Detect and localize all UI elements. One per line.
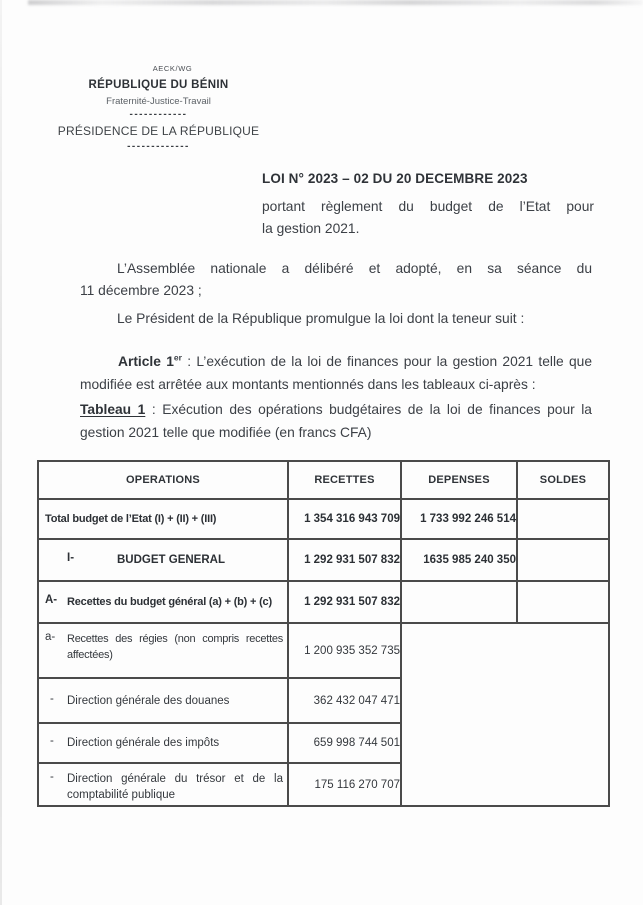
letterhead-motto: Fraternité-Justice-Travail bbox=[106, 96, 211, 107]
row-prefix: - bbox=[50, 735, 54, 747]
recettes-value: 1 354 316 943 709 bbox=[288, 499, 401, 539]
paragraph-article-1 bbox=[80, 350, 592, 396]
recettes-value: 1 292 931 507 832 bbox=[288, 581, 401, 623]
operations-cell bbox=[38, 678, 288, 723]
depenses-cell-empty bbox=[401, 581, 517, 623]
scan-smudge-artifact bbox=[28, 0, 643, 5]
column-header-soldes: SOLDES bbox=[517, 461, 609, 499]
soldes-cell-empty bbox=[517, 499, 609, 539]
table-row bbox=[38, 499, 609, 539]
paragraph-line bbox=[80, 350, 592, 373]
row-label: Direction générale du trésor et de la comptabilité publique bbox=[67, 773, 283, 801]
letterhead-separator: ------------- bbox=[127, 141, 190, 152]
row-prefix: - bbox=[50, 771, 54, 783]
column-header-operations: OPERATIONS bbox=[38, 461, 288, 499]
article-ordinal: er bbox=[173, 352, 182, 363]
operations-cell bbox=[38, 581, 288, 623]
recettes-value: 659 998 744 501 bbox=[288, 723, 401, 763]
operations-cell bbox=[38, 763, 288, 806]
table-header-row bbox=[38, 461, 609, 499]
recettes-value: 175 116 270 707 bbox=[288, 763, 401, 806]
paragraph-line: gestion 2021 telle que modifiée (en francs CFA) bbox=[80, 425, 372, 440]
table-row bbox=[38, 539, 609, 581]
paragraph-president: Le Président de la République promulgue la loi dont la teneur suit : bbox=[117, 311, 525, 326]
letterhead-reference: AECK/WG bbox=[152, 64, 193, 73]
depenses-value: 1635 985 240 350 bbox=[401, 539, 517, 581]
row-label: Total budget de l’Etat (I) + (II) + (III) bbox=[45, 513, 217, 525]
operations-cell bbox=[38, 623, 288, 678]
tableau-text: : Exécution des opérations budgétaires de la loi de finances pour la bbox=[145, 402, 592, 417]
law-number: LOI N° 2023 – 02 DU 20 DECEMBRE 2023 bbox=[262, 171, 528, 186]
merged-empty-region bbox=[401, 623, 609, 806]
operations-cell bbox=[38, 539, 288, 581]
tableau-label: Tableau 1 bbox=[80, 402, 146, 417]
budget-execution-table bbox=[37, 460, 610, 807]
law-subject-line2: la gestion 2021. bbox=[262, 221, 360, 236]
paragraph-line bbox=[80, 398, 592, 421]
table-row bbox=[38, 581, 609, 623]
table-row bbox=[38, 623, 609, 678]
operations-cell bbox=[38, 723, 288, 763]
soldes-cell-empty bbox=[517, 581, 609, 623]
column-header-depenses: DEPENSES bbox=[401, 461, 517, 499]
row-label: Recettes des régies (non compris recettes affectées) bbox=[67, 633, 283, 661]
law-title-block bbox=[262, 170, 594, 240]
article-text: : L’exécution de la loi de finances pour la gestion 2021 telle que bbox=[181, 354, 592, 369]
letterhead-separator: ------------ bbox=[129, 109, 188, 120]
paragraph-line: L’Assemblée nationale a délibéré et adopté, en sa séance du bbox=[117, 261, 592, 276]
column-header-recettes: RECETTES bbox=[288, 461, 401, 499]
row-label: Direction générale des impôts bbox=[67, 737, 220, 749]
recettes-value: 1 200 935 352 735 bbox=[288, 623, 401, 678]
soldes-cell-empty bbox=[517, 539, 609, 581]
paragraph-tableau-1 bbox=[80, 398, 592, 444]
page-left-edge bbox=[0, 0, 2, 905]
recettes-value: 1 292 931 507 832 bbox=[288, 539, 401, 581]
paragraph-assemblee bbox=[80, 258, 592, 302]
recettes-value: 362 432 047 471 bbox=[288, 678, 401, 723]
letterhead-office: PRÉSIDENCE DE LA RÉPUBLIQUE bbox=[57, 124, 260, 138]
operations-cell bbox=[38, 499, 288, 539]
letterhead bbox=[56, 64, 261, 152]
paragraph-line: 11 décembre 2023 ; bbox=[80, 283, 202, 298]
paragraph-line: modifiée est arrêtée aux montants mentionnés dans les tableaux ci-après : bbox=[80, 377, 536, 392]
row-prefix: a- bbox=[45, 631, 56, 643]
row-prefix: - bbox=[50, 692, 54, 705]
depenses-value: 1 733 992 246 514 bbox=[401, 499, 517, 539]
row-label: BUDGET GENERAL bbox=[117, 554, 225, 566]
row-label: Recettes du budget général (a) + (b) + (c) bbox=[67, 596, 272, 608]
row-label: Direction générale des douanes bbox=[67, 694, 230, 707]
law-subject-line1: portant règlement du budget de l’Etat pour bbox=[262, 199, 594, 214]
row-prefix: I- bbox=[67, 552, 75, 564]
letterhead-country: RÉPUBLIQUE DU BÉNIN bbox=[88, 79, 229, 91]
article-label: Article 1 bbox=[118, 354, 174, 369]
row-prefix: A- bbox=[45, 594, 58, 606]
